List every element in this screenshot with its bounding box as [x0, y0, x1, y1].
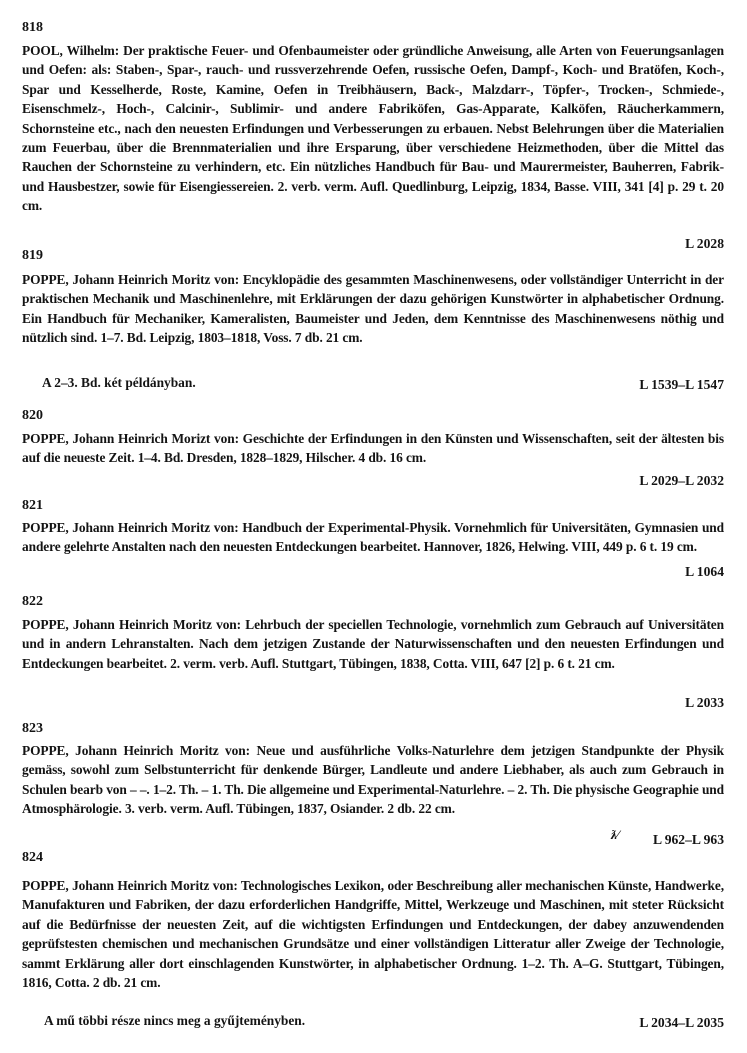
entry-number: 822 — [22, 594, 43, 609]
shelf-signature: L 962–L 963 — [652, 832, 724, 847]
entry-note: A 2–3. Bd. két példányban. — [42, 375, 196, 390]
entry-text: POPPE, Johann Heinrich Moritz von: Technologisches Lexikon, oder Beschreibung aller mechanischen Künste, Handwerke, Manufakturen und Fabriken, der dazu erforderlichen Handgriffe, Mittel, Werkzeuge und Maschinen, mit steter Rücksicht auf die Bedürfnisse der neuesten Zeit, auf die wichtigsten Erfindungen und Entdeckungen, der dabey anzuwendenden geprüfstesten chemischen und mechanischen Grundsätze und einer vollständigen Litteratur aller Zweige der Technologie, sammt Erklärung aller dort einschlagenden Kunstwörter, in alphabetischer Ordnung. 1–2. Th. A–G. Stuttgart, Tübingen, 1816, Cotta. 2 db. 21 cm. — [22, 878, 724, 991]
entry-number: 819 — [22, 248, 43, 263]
handwritten-mark: ƛ⁄ — [611, 827, 619, 842]
shelf-signature: L 1064 — [685, 564, 724, 579]
entry-text: POOL, Wilhelm: Der praktische Feuer- und Ofenbaumeister oder gründliche Anweisung, alle Arten von Feuerungsanlagen und Oefen: als: Staben-, Spar-, rauch- und russverzehrende Oefen, russische Oefen, Dampf-, Koch- und Bratöfen, Koch-, Spar und Kesselherde, Roste, Kamine, Oefen in Treibhäusern, Back-, Malzdarr-, Töpfer-, Trocken-, Schmiede-, Eisenschmelz-, Hoch-, Calcinir-, Sublimir- und andere Fabriköfen, Gas-Apparate, Kalköfen, Räucherkammern, Schornsteine etc., nach den neuesten Erfindungen und Verbesserungen zu erbauen. Nebst Belehrungen über die Materialien zum Feuerbau, über die Brennmaterialien und ihre Ersparung, über verschiedene Heizmethoden, über die Mittel das Rauchen der Schornsteine zu verhindern, etc. Ein nützliches Handbuch für Bau- und Maurermeister, Bauherren, Fabrik- und Hausbestzer, sowie für Eisengiessereien. 2. verb. verm. Aufl. Quedlinburg, Leipzig, 1834, Basse. VIII, 341 [4] p. 29 t. 20 cm. — [22, 43, 724, 214]
shelf-signature: L 1539–L 1547 — [639, 377, 724, 392]
entry-text: POPPE, Johann Heinrich Moritz von: Handbuch der Experimental-Physik. Vornehmlich für Universitäten, Gymnasien und andere gelehrte Anstalten nach den neuesten Entdeckungen bearbeitet. Hannover, 1826, Helwing. VIII, 449 p. 6 t. 19 cm. — [22, 520, 724, 555]
entry-number: 823 — [22, 721, 43, 736]
entry-note: A mű többi része nincs meg a gyűjteményben. — [44, 1013, 306, 1028]
entry-text: POPPE, Johann Heinrich Moritz von: Lehrbuch der speciellen Technologie, vornehmlich zum Gebrauch auf Universitäten und in andern Lehranstalten. Nach dem jetzigen Zustande der Naturwissenschaften und den neuesten Erfindungen und Entdeckungen bearbeitet. 2. verm. verb. Aufl. Stuttgart, Tübingen, 1838, Cotta. VIII, 647 [2] p. 6 t. 21 cm. — [22, 617, 724, 671]
entry-number: 821 — [22, 498, 43, 513]
entry-number: 824 — [22, 850, 43, 865]
shelf-signature: L 2033 — [685, 695, 724, 710]
shelf-signature: L 2028 — [685, 236, 724, 251]
shelf-signature: L 2034–L 2035 — [639, 1015, 724, 1030]
entry-text: POPPE, Johann Heinrich Moritz von: Encyklopädie des gesammten Maschinenwesens, oder vollständiger Unterricht in der praktischen Mechanik und Maschinenlehre, mit Erklärungen der dazu gehörigen Kunstwörter in alphabetischer Ordnung. Ein Handbuch für Mechaniker, Kameralisten, Baumeister und Jeden, dem Kenntnisse des Maschinenwesens nöthig und nützlich sind. 1–7. Bd. Leipzig, 1803–1818, Voss. 7 db. 21 cm. — [22, 272, 724, 346]
entry-text: POPPE, Johann Heinrich Moritz von: Neue und ausführliche Volks-Naturlehre dem jetzigen Standpunkte der Physik gemäss, sowohl zum Selbstunterricht für denkende Bürger, Landleute und andere Liebhaber, als auch zum Gebrauch in Schulen bearb von – –. 1–2. Th. – 1. Th. Die allgemeine und Experimental-Naturlehre. – 2. Th. Die physische Geographie und Atmosphärologie. 3. verb. verm. Aufl. Tübingen, 1837, Osiander. 2 db. 22 cm. — [22, 743, 724, 817]
shelf-signature: L 2029–L 2032 — [639, 473, 724, 488]
entry-text: POPPE, Johann Heinrich Morizt von: Geschichte der Erfindungen in den Künsten und Wissenschaften, seit der ältesten bis auf die neueste Zeit. 1–4. Bd. Dresden, 1828–1829, Hilscher. 4 db. 16 cm. — [22, 431, 724, 466]
entry-number: 818 — [22, 20, 43, 35]
entry-number: 820 — [22, 408, 43, 423]
